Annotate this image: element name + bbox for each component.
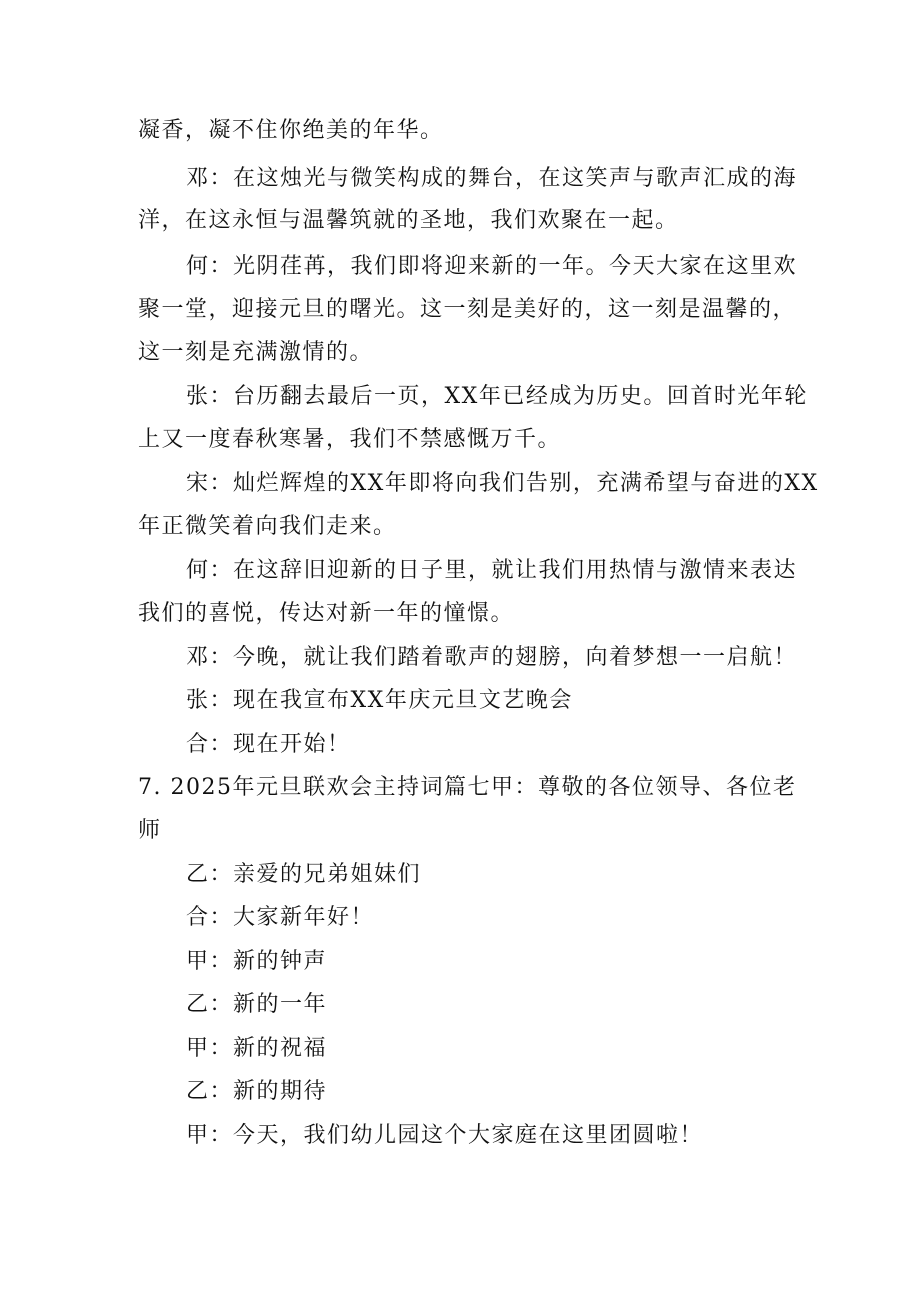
paragraph-line: 甲：新的钟声: [186, 949, 328, 974]
section-heading: 7. 2025年元旦联欢会主持词篇七甲：尊敬的各位领导、各位老: [138, 775, 797, 800]
paragraph-line: 聚一堂，迎接元旦的曙光。这一刻是美好的，这一刻是温馨的，: [138, 297, 797, 322]
paragraph-line: 合：现在开始！: [186, 732, 351, 757]
paragraph-line: 年正微笑着向我们走来。: [138, 514, 397, 539]
paragraph-line: 合：大家新年好！: [186, 905, 375, 930]
paragraph-line: 上又一度春秋寒暑，我们不禁感慨万千。: [138, 427, 562, 452]
paragraph-line: 乙：新的一年: [186, 992, 328, 1017]
paragraph-line: 凝香，凝不住你绝美的年华。: [138, 118, 444, 143]
paragraph-line: 何：光阴荏苒，我们即将迎来新的一年。今天大家在这里欢: [186, 254, 798, 279]
paragraph-line: 张：台历翻去最后一页，XX年已经成为历史。回首时光年轮: [186, 384, 808, 409]
paragraph-line: 邓：今晚，就让我们踏着歌声的翅膀，向着梦想一一启航！: [186, 645, 798, 670]
paragraph-line: 甲：新的祝福: [186, 1036, 328, 1061]
paragraph-line: 乙：新的期待: [186, 1079, 328, 1104]
paragraph-line: 何：在这辞旧迎新的日子里，就让我们用热情与激情来表达: [186, 558, 798, 583]
paragraph-line: 洋，在这永恒与温馨筑就的圣地，我们欢聚在一起。: [138, 208, 679, 233]
paragraph-line: 宋：灿烂辉煌的XX年即将向我们告别，充满希望与奋进的XX: [186, 471, 819, 496]
paragraph-line: 我们的喜悦，传达对新一年的憧憬。: [138, 601, 515, 626]
section-heading-continuation: 师: [138, 818, 162, 843]
paragraph-line: 乙：亲爱的兄弟姐妹们: [186, 862, 422, 887]
paragraph-line: 甲：今天，我们幼儿园这个大家庭在这里团圆啦！: [186, 1123, 704, 1148]
paragraph-line: 这一刻是充满激情的。: [138, 340, 374, 365]
paragraph-line: 邓：在这烛光与微笑构成的舞台，在这笑声与歌声汇成的海: [186, 166, 798, 191]
paragraph-line: 张：现在我宣布XX年庆元旦文艺晚会: [186, 688, 573, 713]
